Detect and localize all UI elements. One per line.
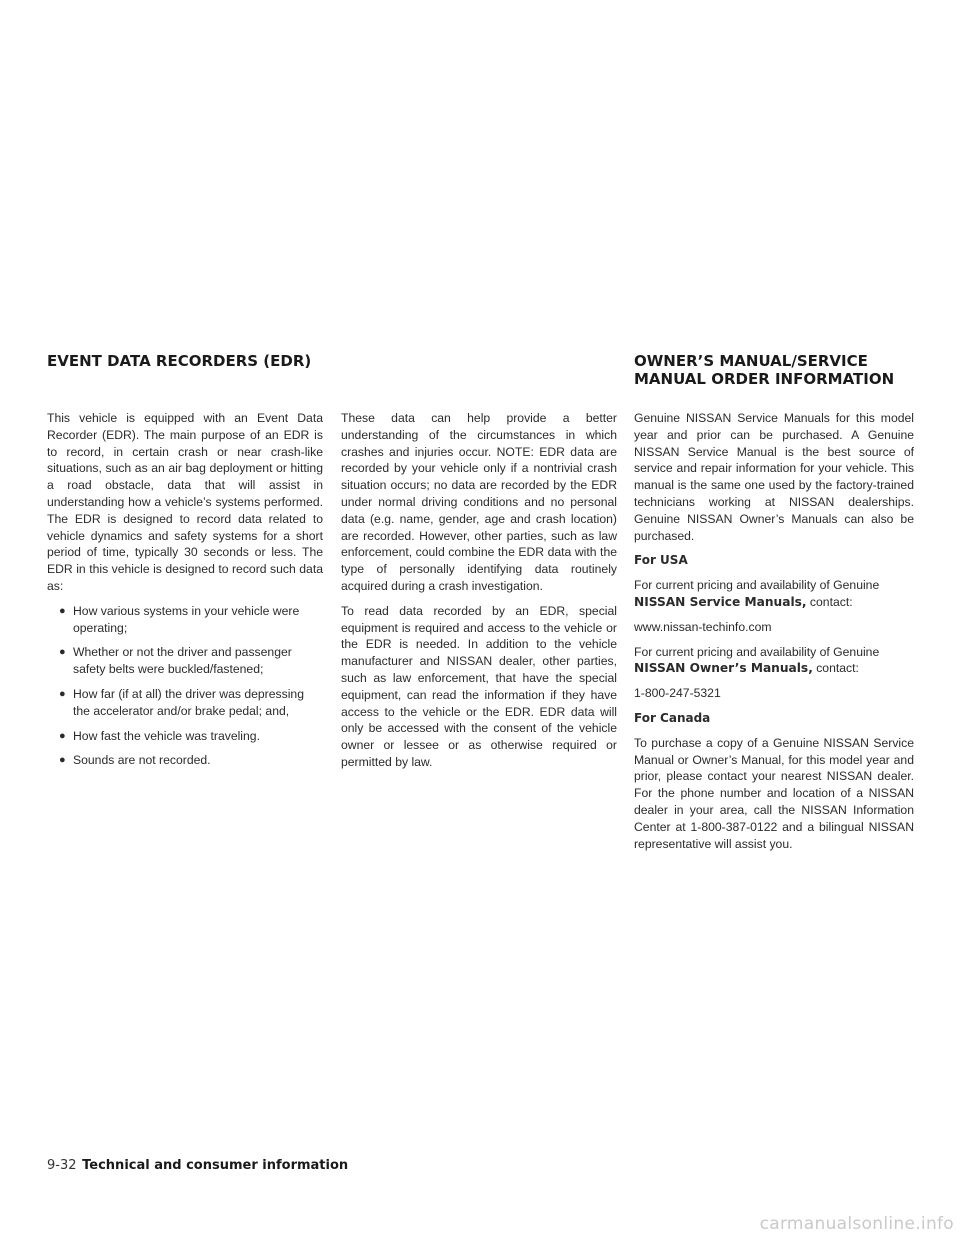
list-item: ● How various systems in your vehicle were operating; <box>59 603 300 635</box>
list-item: ● How far (if at all) the driver was depressing the accelerator and/or brake pedal; and, <box>59 686 304 718</box>
service-manuals-website[interactable]: www.nissan-techinfo.com <box>634 619 772 634</box>
column-edr <box>47 410 323 777</box>
section-title: Technical and consumer information <box>82 1158 349 1173</box>
edr-data-access-paragraph: To read data recorded by an EDR, special equipment is required and access to the vehicle or the EDR is needed. In addition to the vehicle manufacturer and NISSAN dealer, other parties, such as law enforcement, that have the special equipment, can read the information if they have access to the vehicle or the EDR. EDR data will only be accessed with the consent of the vehicle owner or lessee or as otherwise required or permitted by law. <box>341 603 617 769</box>
manual-intro-paragraph: Genuine NISSAN Service Manuals for this model year and prior can be purchased. A Genuine NISSAN Service Manual is the best source of service and repair information for your vehicle. This manual is the same one used by the factory-trained technicians working at NISSAN dealerships. Genuine NISSAN Owner’s Manuals can also be purchased. <box>634 411 914 543</box>
page-footer <box>47 1157 348 1174</box>
edr-data-usage-paragraph: These data can help provide a better understanding of the circumstances in which crashes and injuries occur. NOTE: EDR data are recorded by your vehicle only if a nontrivial crash situation occurs; no data are recorded by the EDR under normal driving conditions and no personal data (e.g. name, gender, age and crash location) are recorded. However, other parties, such as law enforcement, could combine the EDR data with the type of personally identifying data routinely acquired during a crash investigation. <box>341 411 617 593</box>
bullet-icon: ● <box>59 754 66 767</box>
section-heading-manual-order <box>634 352 894 388</box>
column-manual-order <box>634 410 914 860</box>
usa-subheading: For USA <box>634 553 688 568</box>
edr-intro-paragraph: This vehicle is equipped with an Event Data Recorder (EDR). The main purpose of an EDR is to record, in certain crash or near crash-like situations, such as an air bag deployment or hitting a road obstacle, data that will assist in understanding how a vehicle’s systems performed. The EDR is designed to record data related to vehicle dynamics and safety systems for a short period of time, typically 30 seconds or less. The EDR in this vehicle is designed to record such data as: <box>47 411 323 593</box>
column-edr-continued <box>341 410 617 779</box>
canada-paragraph: To purchase a copy of a Genuine NISSAN Service Manual or Owner’s Manual, for this model year and prior, please contact your nearest NISSAN dealer. For the phone number and location of a NISSAN dealer in your area, call the NISSAN Information Center at 1-800-387-0122 and a bilingual NISSAN representative will assist you. <box>634 735 914 851</box>
list-item: ● Whether or not the driver and passenger safety belts were buckled/fastened; <box>59 645 292 677</box>
bullet-icon: ● <box>59 604 66 617</box>
bullet-icon: ● <box>59 687 66 700</box>
watermark: carmanualsonline.info <box>759 1214 954 1234</box>
bullet-icon: ● <box>59 729 66 742</box>
list-item: ● Sounds are not recorded. <box>59 753 211 768</box>
section-heading-edr: EVENT DATA RECORDERS (EDR) <box>47 352 312 370</box>
heading-line-2: MANUAL ORDER INFORMATION <box>634 370 895 388</box>
canada-subheading: For Canada <box>634 710 711 725</box>
usa-owners-manuals-paragraph: For current pricing and availability of Genuine NISSAN Owner’s Manuals, contact: <box>634 644 880 676</box>
usa-service-manuals-paragraph: For current pricing and availability of Genuine NISSAN Service Manuals, contact: <box>634 578 880 609</box>
list-item: ● How fast the vehicle was traveling. <box>59 728 260 743</box>
owners-manuals-phone: 1-800-247-5321 <box>634 686 721 701</box>
page-number: 9-32 <box>47 1158 77 1173</box>
edr-data-list <box>47 603 323 769</box>
heading-line-1: OWNER’S MANUAL/SERVICE <box>634 352 868 370</box>
bullet-icon: ● <box>59 646 66 659</box>
